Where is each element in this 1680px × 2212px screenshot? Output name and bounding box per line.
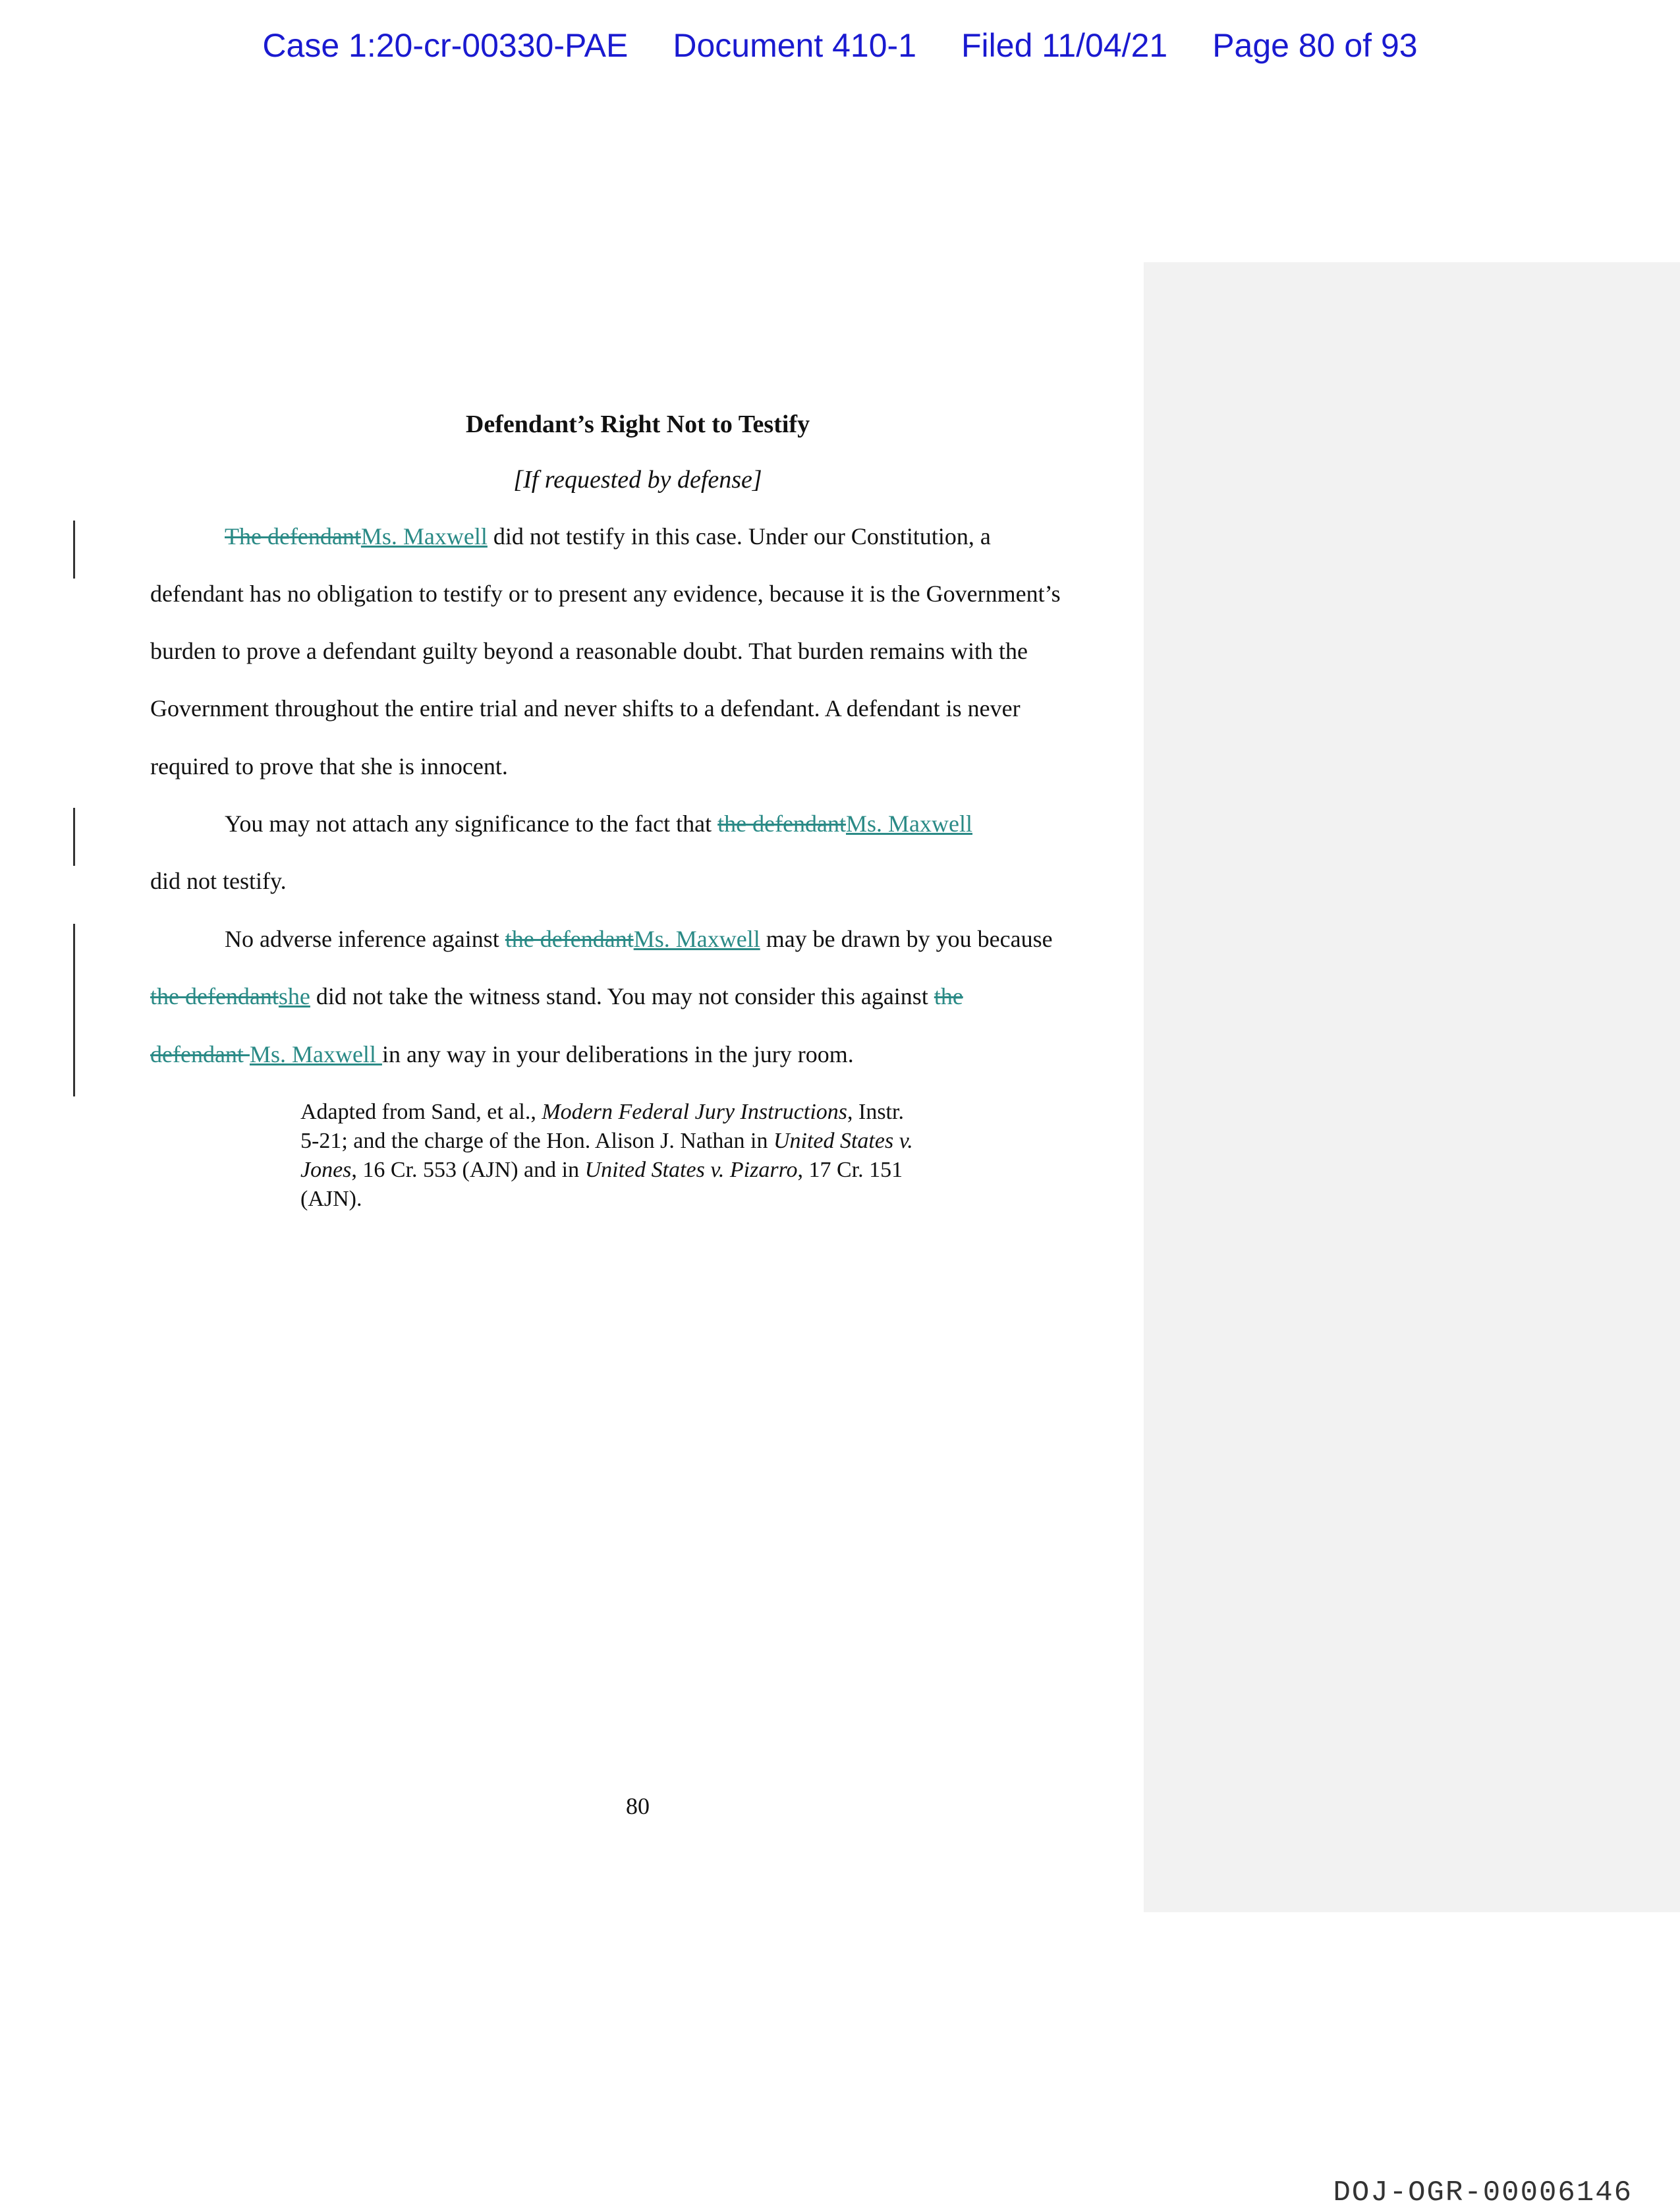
para3-line3	[150, 1040, 854, 1069]
case-number: Case 1:20-cr-00330-PAE	[262, 27, 629, 64]
para3-line1	[225, 924, 1053, 953]
citation-line1	[300, 1098, 904, 1127]
change-bar	[73, 808, 75, 866]
deleted-text: the defendant	[150, 983, 279, 1009]
inserted-text: Ms. Maxwell	[846, 810, 973, 837]
section-subtitle: [If requested by defense]	[513, 466, 762, 494]
body-text: You may not attach any significance to the fact that	[225, 810, 718, 837]
bates-number: DOJ-OGR-00006146	[1333, 2176, 1633, 2209]
citation-line3	[300, 1156, 903, 1185]
citation-case-name: United States v.	[773, 1129, 913, 1153]
para1-line4: Government throughout the entire trial and never shifts to a defendant. A defendant is never	[150, 695, 1021, 722]
inserted-text: Ms. Maxwell	[249, 1041, 382, 1067]
para1-line2: defendant has no obligation to testify or to present any evidence, because it is the Government’s	[150, 581, 1061, 607]
inserted-text: she	[278, 983, 310, 1009]
citation-line4: (AJN).	[300, 1187, 362, 1211]
body-text: in any way in your deliberations in the jury room.	[381, 1041, 854, 1067]
para2-line1	[225, 809, 972, 838]
citation-line2	[300, 1127, 913, 1156]
para3-line2	[150, 982, 963, 1011]
citation-text: 5-21; and the charge of the Hon. Alison J. Nathan in	[300, 1129, 773, 1153]
para1-line1	[225, 522, 991, 551]
deleted-text: defendant	[150, 1041, 250, 1067]
deleted-text: the defendant	[505, 926, 634, 952]
citation-title: Modern Federal Jury Instructions	[542, 1100, 847, 1124]
inserted-text: Ms. Maxwell	[360, 523, 488, 550]
filed-date: Filed 11/04/21	[961, 27, 1168, 64]
deleted-text: The defendant	[225, 523, 361, 550]
change-bar	[73, 924, 75, 1096]
page-of-total: Page 80 of 93	[1212, 27, 1418, 64]
body-text: No adverse inference against	[225, 926, 505, 952]
citation-text: Adapted from Sand, et al.,	[300, 1100, 542, 1124]
document-number: Document 410-1	[673, 27, 916, 64]
deleted-text: the defendant	[717, 810, 847, 837]
citation-text: , 17 Cr. 151	[797, 1158, 903, 1182]
body-text: may be drawn by you because	[760, 926, 1053, 952]
comment-pane	[1144, 262, 1680, 1912]
para2-line2: did not testify.	[150, 868, 287, 894]
para1-line3: burden to prove a defendant guilty beyond a reasonable doubt. That burden remains with the	[150, 638, 1028, 664]
citation-case-name: Jones	[300, 1158, 352, 1182]
citation-case-name: United States v. Pizarro	[584, 1158, 798, 1182]
citation-text: , Instr.	[847, 1100, 904, 1124]
case-header	[0, 26, 1680, 65]
citation-text: , 16 Cr. 553 (AJN) and in	[351, 1158, 585, 1182]
body-text: did not take the witness stand. You may not consider this against	[310, 983, 934, 1009]
page-number: 80	[626, 1793, 650, 1819]
para1-line5: required to prove that she is innocent.	[150, 753, 508, 780]
section-title: Defendant’s Right Not to Testify	[465, 411, 810, 438]
inserted-text: Ms. Maxwell	[633, 926, 760, 952]
body-text: did not testify in this case. Under our Constitution, a	[487, 523, 991, 550]
change-bar	[73, 521, 75, 579]
deleted-text: the	[934, 983, 963, 1009]
